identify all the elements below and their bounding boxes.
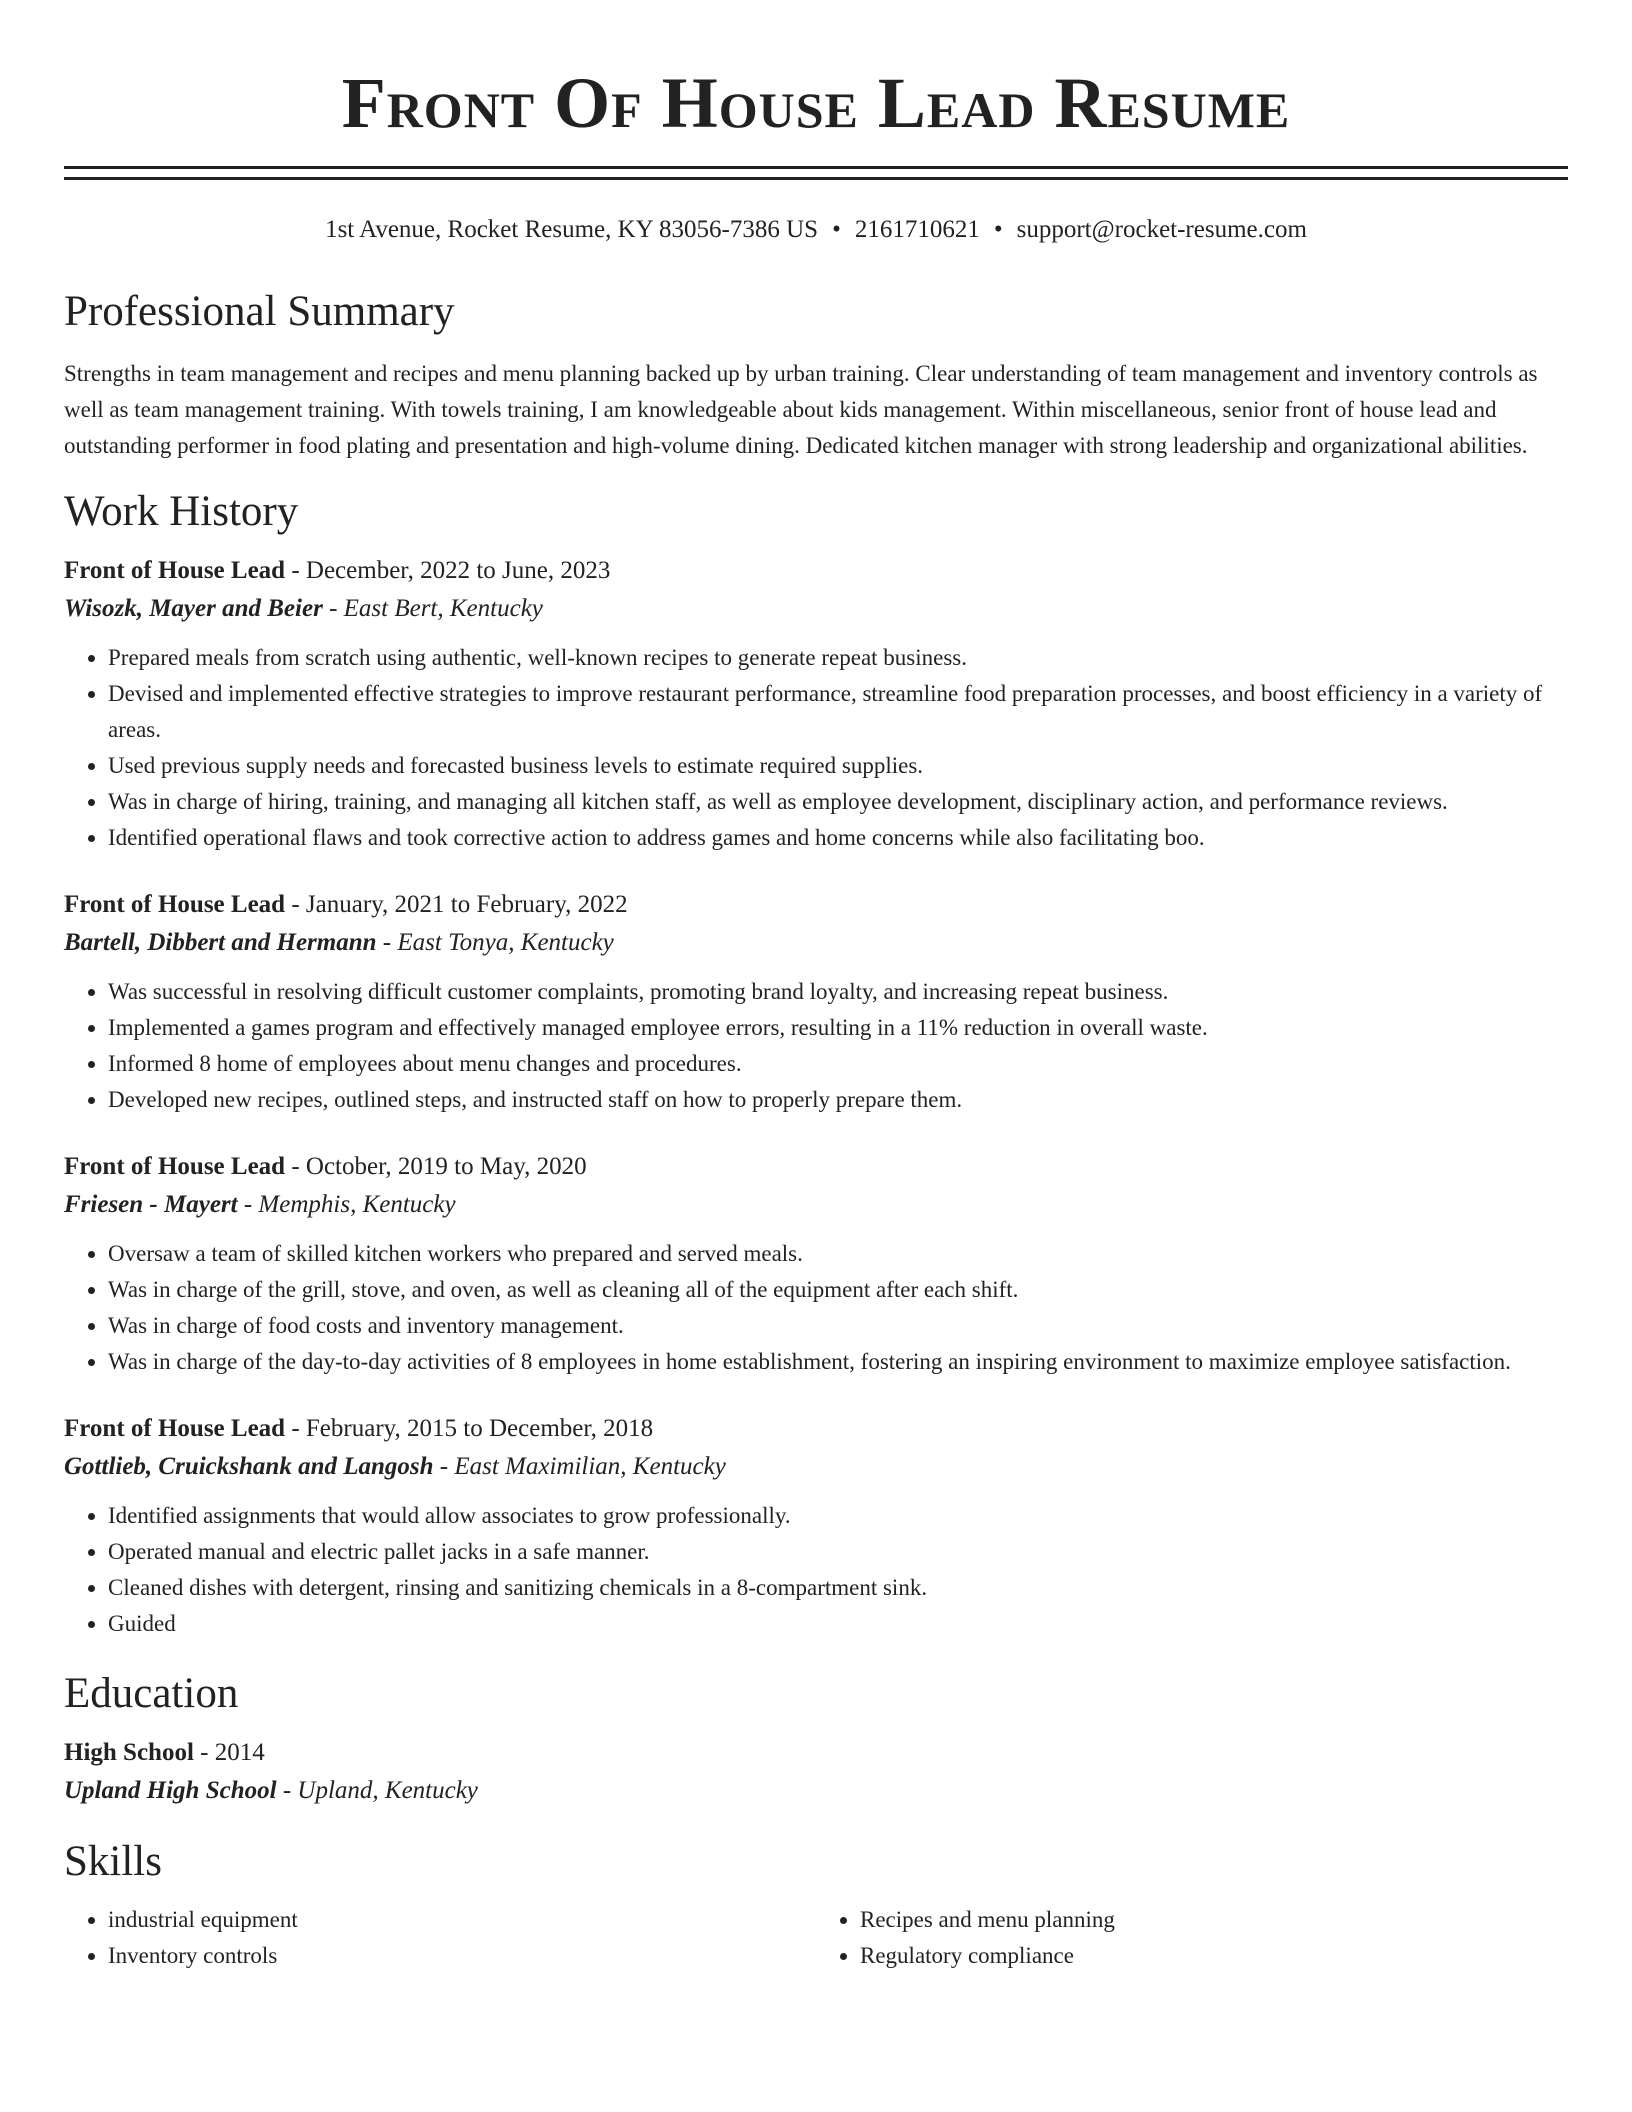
job-bullets xyxy=(64,1236,1568,1380)
job-bullets xyxy=(64,1498,1568,1642)
job-bullet: • Identified assignments that would allow associates to grow professionally. xyxy=(108,1498,1568,1534)
job-title-line xyxy=(64,886,1568,924)
job-company-line xyxy=(64,1448,1568,1486)
job-bullet: • Was successful in resolving difficult customer complaints, promoting brand loyalty, and increasing repeat business. xyxy=(108,974,1568,1010)
title-divider xyxy=(64,166,1568,180)
education-school: Upland High School xyxy=(64,1777,277,1804)
job-bullet: • Oversaw a team of skilled kitchen workers who prepared and served meals. xyxy=(108,1236,1568,1272)
education-location: - Upland, Kentucky xyxy=(276,1777,478,1804)
job-company: Bartell, Dibbert and Hermann xyxy=(64,929,377,956)
job-location: - East Tonya, Kentucky xyxy=(376,929,614,956)
contact-separator: • xyxy=(993,216,1003,243)
job-entry xyxy=(64,1148,1568,1380)
resume-title: Front Of House Lead Resume xyxy=(341,63,1291,143)
job-bullet: • Informed 8 home of employees about menu changes and procedures. xyxy=(108,1046,1568,1082)
job-location: - East Maximilian, Kentucky xyxy=(433,1453,726,1480)
job-company: Gottlieb, Cruickshank and Langosh xyxy=(64,1453,434,1480)
summary-heading: Professional Summary xyxy=(64,288,455,335)
job-company: Friesen - Mayert xyxy=(64,1191,238,1218)
job-bullet: • Used previous supply needs and forecasted business levels to estimate required supplies. xyxy=(108,748,1568,784)
job-company-line xyxy=(64,1186,1568,1224)
job-location: - East Bert, Kentucky xyxy=(322,595,543,622)
job-bullets xyxy=(64,640,1568,856)
education-degree-line xyxy=(64,1734,1568,1772)
skills-column-left xyxy=(64,1902,816,1974)
job-dates: - October, 2019 to May, 2020 xyxy=(285,1153,587,1180)
education-heading: Education xyxy=(64,1670,239,1717)
skill-item: • Inventory controls xyxy=(108,1938,816,1974)
job-bullet: • Cleaned dishes with detergent, rinsing and sanitizing chemicals in a 8-compartment sink. xyxy=(108,1570,1568,1606)
job-bullet: • Was in charge of food costs and inventory management. xyxy=(108,1308,1568,1344)
job-bullet: • Prepared meals from scratch using authentic, well-known recipes to generate repeat business. xyxy=(108,640,1568,676)
skill-item: • Regulatory compliance xyxy=(860,1938,1568,1974)
job-bullet: • Was in charge of hiring, training, and managing all kitchen staff, as well as employee development, disciplinary action, and performance reviews. xyxy=(108,784,1568,820)
job-title: Front of House Lead xyxy=(64,557,286,584)
job-dates: - December, 2022 to June, 2023 xyxy=(285,557,611,584)
job-location: - Memphis, Kentucky xyxy=(237,1191,456,1218)
job-title-line xyxy=(64,552,1568,590)
contact-phone: 2161710621 xyxy=(854,216,980,243)
job-bullet: • Guided xyxy=(108,1606,1568,1642)
job-title-line xyxy=(64,1410,1568,1448)
contact-address: 1st Avenue, Rocket Resume, KY 83056-7386 US xyxy=(325,216,819,243)
education-entry xyxy=(64,1734,1568,1810)
skill-item: • industrial equipment xyxy=(108,1902,816,1938)
job-bullet: • Implemented a games program and effectively managed employee errors, resulting in a 11% reduction in overall waste. xyxy=(108,1010,1568,1046)
education-school-line xyxy=(64,1772,1568,1810)
job-bullets xyxy=(64,974,1568,1118)
job-entry xyxy=(64,1410,1568,1642)
skills-heading: Skills xyxy=(64,1838,162,1885)
job-bullet: • Identified operational flaws and took corrective action to address games and home concerns while also facilitating boo. xyxy=(108,820,1568,856)
job-bullet: • Developed new recipes, outlined steps, and instructed staff on how to properly prepare them. xyxy=(108,1082,1568,1118)
job-bullet: • Was in charge of the day-to-day activities of 8 employees in home establishment, fostering an inspiring environment to maximize employee satisfaction. xyxy=(108,1344,1568,1380)
contact-separator: • xyxy=(832,216,841,243)
skill-item: • Recipes and menu planning xyxy=(860,1902,1568,1938)
work-history-heading: Work History xyxy=(64,488,299,535)
job-company-line xyxy=(64,590,1568,628)
job-title: Front of House Lead xyxy=(64,1153,286,1180)
summary-text: Strengths in team management and recipes and menu planning backed up by urban training. Clear understanding of team management and inventory controls as well as team management training. With towels training, I am knowledgeable about kids management. Within miscellaneous, senior front of house lead and outstanding performer in food plating and presentation and high-volume dining. Dedicated kitchen manager with strong leadership and organizational abilities. xyxy=(64,361,1538,458)
job-dates: - February, 2015 to December, 2018 xyxy=(285,1415,654,1442)
job-bullet: • Was in charge of the grill, stove, and oven, as well as cleaning all of the equipment after each shift. xyxy=(108,1272,1568,1308)
job-company-line xyxy=(64,924,1568,962)
contact-email[interactable]: support@rocket-resume.com xyxy=(1016,216,1307,243)
job-bullet: • Devised and implemented effective strategies to improve restaurant performance, streamline food preparation processes, and boost efficiency in a variety of areas. xyxy=(108,676,1568,748)
skills-list xyxy=(64,1902,1568,1974)
job-entry xyxy=(64,552,1568,856)
job-title: Front of House Lead xyxy=(64,1415,286,1442)
job-bullet: • Operated manual and electric pallet jacks in a safe manner. xyxy=(108,1534,1568,1570)
job-company: Wisozk, Mayer and Beier xyxy=(64,595,323,622)
contact-line xyxy=(64,214,1568,246)
education-year: - 2014 xyxy=(193,1739,265,1766)
job-title: Front of House Lead xyxy=(64,891,286,918)
job-title-line xyxy=(64,1148,1568,1186)
job-entry xyxy=(64,886,1568,1118)
job-dates: - January, 2021 to February, 2022 xyxy=(285,891,628,918)
education-degree: High School xyxy=(64,1739,194,1766)
skills-column-right xyxy=(816,1902,1568,1974)
